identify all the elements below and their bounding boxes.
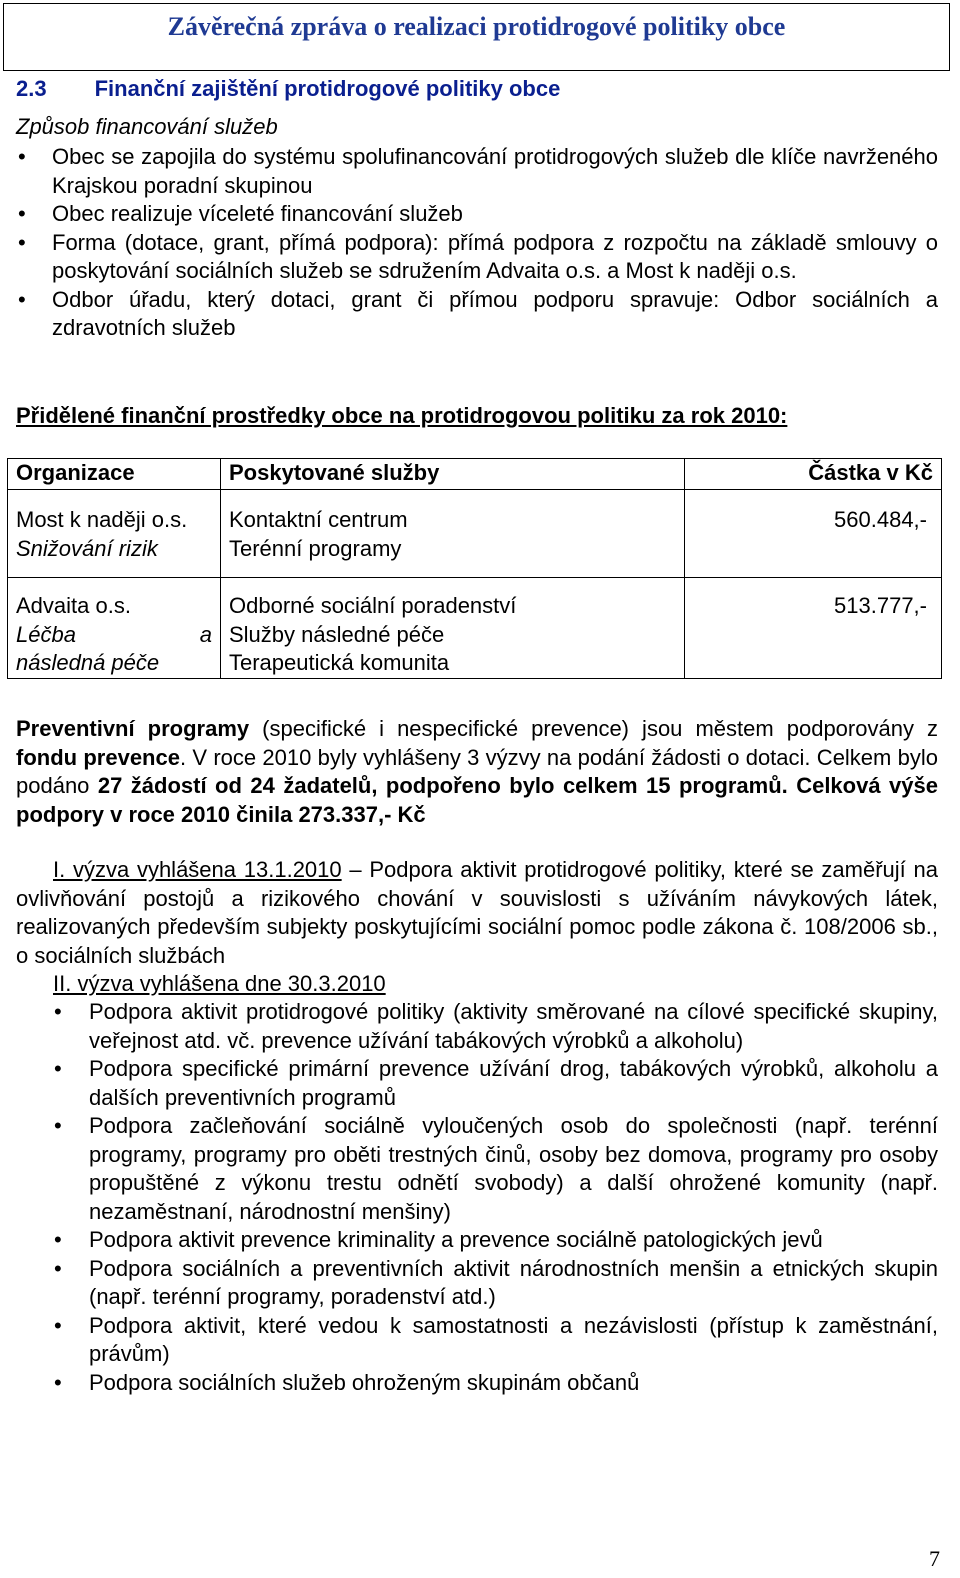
table-header-row xyxy=(8,459,942,490)
list-item: • Podpora sociálních služeb ohroženým skupinám občanů xyxy=(16,1369,938,1398)
prevention-fund: fondu prevence xyxy=(16,744,180,770)
service-item: Terapeutická komunita xyxy=(229,650,450,675)
list-item: • Odbor úřadu, který dotaci, grant či přímou podporu spravuje: Odbor sociálních a zdravotních služeb xyxy=(16,286,938,343)
prevention-stats: 27 žádostí od 24 žadatelů, podpořeno bylo celkem 15 programů. Celková výše podpory v roce 2010 činila 273.337,- Kč xyxy=(16,773,938,827)
list-item: • Podpora aktivit, které vedou k samostatnosti a nezávislosti (přístup k zaměstnání, právům) xyxy=(16,1312,938,1369)
org-cell xyxy=(8,490,221,578)
table-row xyxy=(8,578,942,679)
org-cell xyxy=(8,578,221,679)
section-number: 2.3 xyxy=(16,76,47,101)
prevention-text: . V roce 2010 byly vyhlášeny 3 výzvy na podání žádosti o dotaci. Celkem bylo podáno xyxy=(16,744,939,798)
list-item: • Podpora sociálních a preventivních aktivit národnostních menšin a etnických skupin (např. terénní programy, poradenství atd.) xyxy=(16,1255,938,1312)
call1-text: – Podpora aktivit protidrogové politiky, které se zaměřují na ovlivňování postojů a rizikového chování v souvislosti s užíváním návykových látek, realizovaných především subjekty poskytujícími sociální pomoc podle zákona č. 108/2006 sb., o sociálních službách xyxy=(16,857,938,968)
column-header: Částka v Kč xyxy=(685,459,942,490)
service-item: Odborné sociální poradenství xyxy=(229,593,517,618)
section-title: Finanční zajištění protidrogové politiky obce xyxy=(94,76,561,101)
prevention-term: Preventivní programy xyxy=(16,716,250,741)
prevention-paragraph xyxy=(16,715,938,829)
org-program: Snižování rizik xyxy=(16,535,158,561)
service-item: Terénní programy xyxy=(229,535,402,561)
org-name: Most k naději o.s. xyxy=(16,507,188,532)
list-item: • Podpora aktivit protidrogové politiky (aktivity směrované na cílové specifické skupiny, veřejnost atd. vč. prevence užívání tabákových výrobků a alkoholu) xyxy=(16,998,938,1055)
services-cell xyxy=(221,578,685,679)
document-title: Závěrečná zpráva o realizaci protidrogové politiky obce xyxy=(167,12,786,41)
header-box xyxy=(3,3,950,71)
amount-cell: 560.484,- xyxy=(685,490,942,578)
list-item: • Podpora aktivit prevence kriminality a prevence sociálně patologických jevů xyxy=(16,1226,938,1255)
call2-list xyxy=(16,998,938,1397)
financing-list xyxy=(16,143,938,343)
section-heading xyxy=(16,76,560,102)
page-number: 7 xyxy=(929,1546,940,1571)
table-row xyxy=(8,490,942,578)
call2-label: II. výzva vyhlášena dne 30.3.2010 xyxy=(53,971,386,996)
list-item: • Forma (dotace, grant, přímá podpora): přímá podpora z rozpočtu na základě smlouvy o poskytování sociálních služeb se sdružením Advaita o.s. a Most k naději o.s. xyxy=(16,229,938,286)
org-program: následná péče xyxy=(16,650,160,675)
list-item: • Podpora začleňování sociálně vyloučených osob do společnosti (např. terénní programy, programy pro oběti trestných činů, osoby bez domova, programy pro osoby propuštěné z výkonu trestu odnětí svobody) a další ohrožené komunity (např. nezaměstnaní, národnostní menšiny) xyxy=(16,1112,938,1226)
services-cell xyxy=(221,490,685,578)
service-item: Kontaktní centrum xyxy=(229,507,408,532)
org-name: Advaita o.s. xyxy=(16,593,131,618)
list-item: • Podpora specifické primární prevence užívání drog, tabákových výrobků, alkoholu a dalších preventivních programů xyxy=(16,1055,938,1112)
column-header: Organizace xyxy=(8,459,221,490)
column-header: Poskytované služby xyxy=(221,459,685,490)
service-item: Služby následné péče xyxy=(229,621,445,647)
allocation-table xyxy=(7,458,942,679)
amount-cell: 513.777,- xyxy=(685,578,942,679)
prevention-text: (specifické i nespecifické prevence) jsou městem podporovány z xyxy=(249,716,938,741)
list-item: • Obec realizuje víceleté financování služeb xyxy=(16,200,938,229)
org-program-part: Léčba xyxy=(16,621,76,647)
call1-label: I. výzva vyhlášena 13.1.2010 xyxy=(53,857,342,882)
org-program xyxy=(16,621,212,650)
call1-paragraph xyxy=(16,856,938,970)
financing-heading: Způsob financování služeb xyxy=(16,114,278,139)
list-item: • Obec se zapojila do systému spolufinancování protidrogových služeb dle klíče navrženého Krajskou poradní skupinou xyxy=(16,143,938,200)
org-program-part: a xyxy=(199,621,212,647)
allocation-heading: Přidělené finanční prostředky obce na protidrogovou politiku za rok 2010: xyxy=(16,403,788,428)
